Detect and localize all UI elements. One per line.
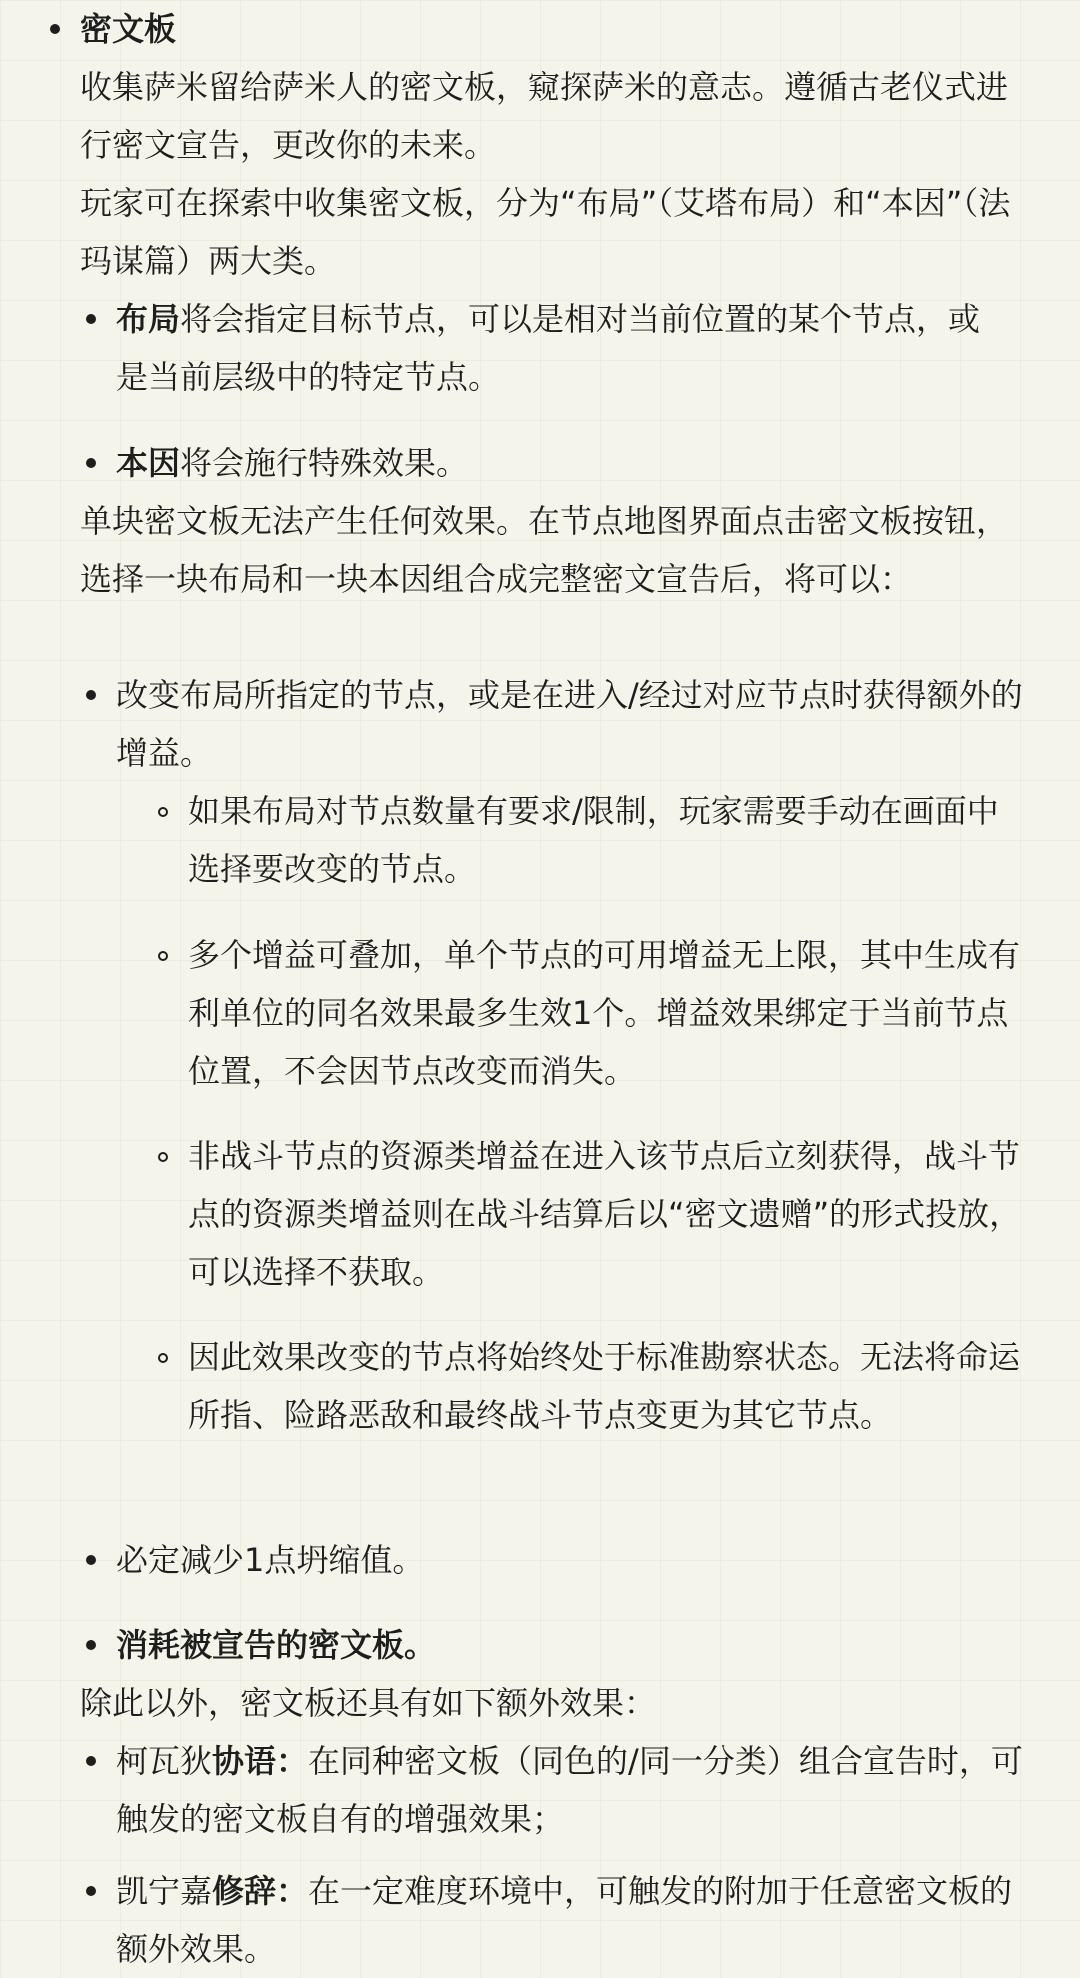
extra-item-rhetoric — [116, 1862, 1036, 1978]
extra-item-synergy — [116, 1732, 1036, 1848]
section-title: 密文板 — [80, 10, 177, 48]
type-name: 本因 — [116, 444, 181, 482]
type-description: 将会指定目标节点，可以是相对当前位置的某个节点，或是当前层级中的特定节点。 — [116, 300, 981, 396]
extra-term: 协语： — [212, 1742, 309, 1780]
bullet — [86, 1886, 96, 1896]
effect-item-change-node: 改变布局所指定的节点，或是在进入/经过对应节点时获得额外的增益。 — [116, 676, 1023, 772]
sub-item: 非战斗节点的资源类增益在进入该节点后立刻获得，战斗节点的资源类增益则在战斗结算后以“密文遗赠”的形式投放，可以选择不获取。 — [188, 1137, 1022, 1291]
sub-bullet — [158, 1353, 168, 1363]
type-item-cause — [116, 434, 986, 492]
sub-bullet — [158, 951, 168, 961]
effect-item-consume: 消耗被宣告的密文板。 — [116, 1626, 437, 1664]
extra-paragraph: 除此以外，密文板还具有如下额外效果： — [80, 1684, 657, 1722]
bullet — [86, 1555, 96, 1565]
bullet — [86, 690, 96, 700]
sub-item: 多个增益可叠加，单个节点的可用增益无上限，其中生成有利单位的同名效果最多生效1个。增益效果绑定于当前节点位置，不会因节点改变而消失。 — [188, 936, 1021, 1090]
combine-paragraph: 单块密文板无法产生任何效果。在节点地图界面点击密文板按钮，选择一块布局和一块本因组合成完整密文宣告后，将可以： — [80, 502, 1009, 598]
bullet — [86, 1756, 96, 1766]
extra-description: 在一定难度环境中，可触发的附加于任意密文板的额外效果。 — [116, 1872, 1013, 1968]
bullet — [86, 314, 96, 324]
intro-paragraph-2: 玩家可在探索中收集密文板，分为“布局”（艾塔布局）和“本因”（法玛谋篇）两大类。 — [80, 184, 1011, 280]
sub-item: 如果布局对节点数量有要求/限制，玩家需要手动在画面中选择要改变的节点。 — [188, 792, 999, 888]
type-description: 将会施行特殊效果。 — [180, 444, 469, 482]
bullet — [86, 458, 96, 468]
intro-paragraph-1: 收集萨米留给萨米人的密文板，窥探萨米的意志。遵循古老仪式进行密文宣告，更改你的未来。 — [80, 68, 1009, 164]
sub-item: 因此效果改变的节点将始终处于标准勘察状态。无法将命运所指、险路恶敌和最终战斗节点变更为其它节点。 — [188, 1338, 1021, 1434]
extra-prefix: 柯瓦狄 — [116, 1742, 213, 1780]
type-item-layout — [116, 290, 986, 406]
extra-term: 修辞： — [212, 1872, 309, 1910]
effect-item-collapse: 必定减少1点坍缩值。 — [116, 1541, 425, 1579]
sub-bullet — [158, 1152, 168, 1162]
sub-bullet — [158, 807, 168, 817]
type-name: 布局 — [116, 300, 181, 338]
bullet — [50, 24, 60, 34]
bullet — [86, 1640, 96, 1650]
extra-prefix: 凯宁嘉 — [116, 1872, 213, 1910]
extra-description: 在同种密文板（同色的/同一分类）组合宣告时，可触发的密文板自有的增强效果； — [116, 1742, 1023, 1838]
